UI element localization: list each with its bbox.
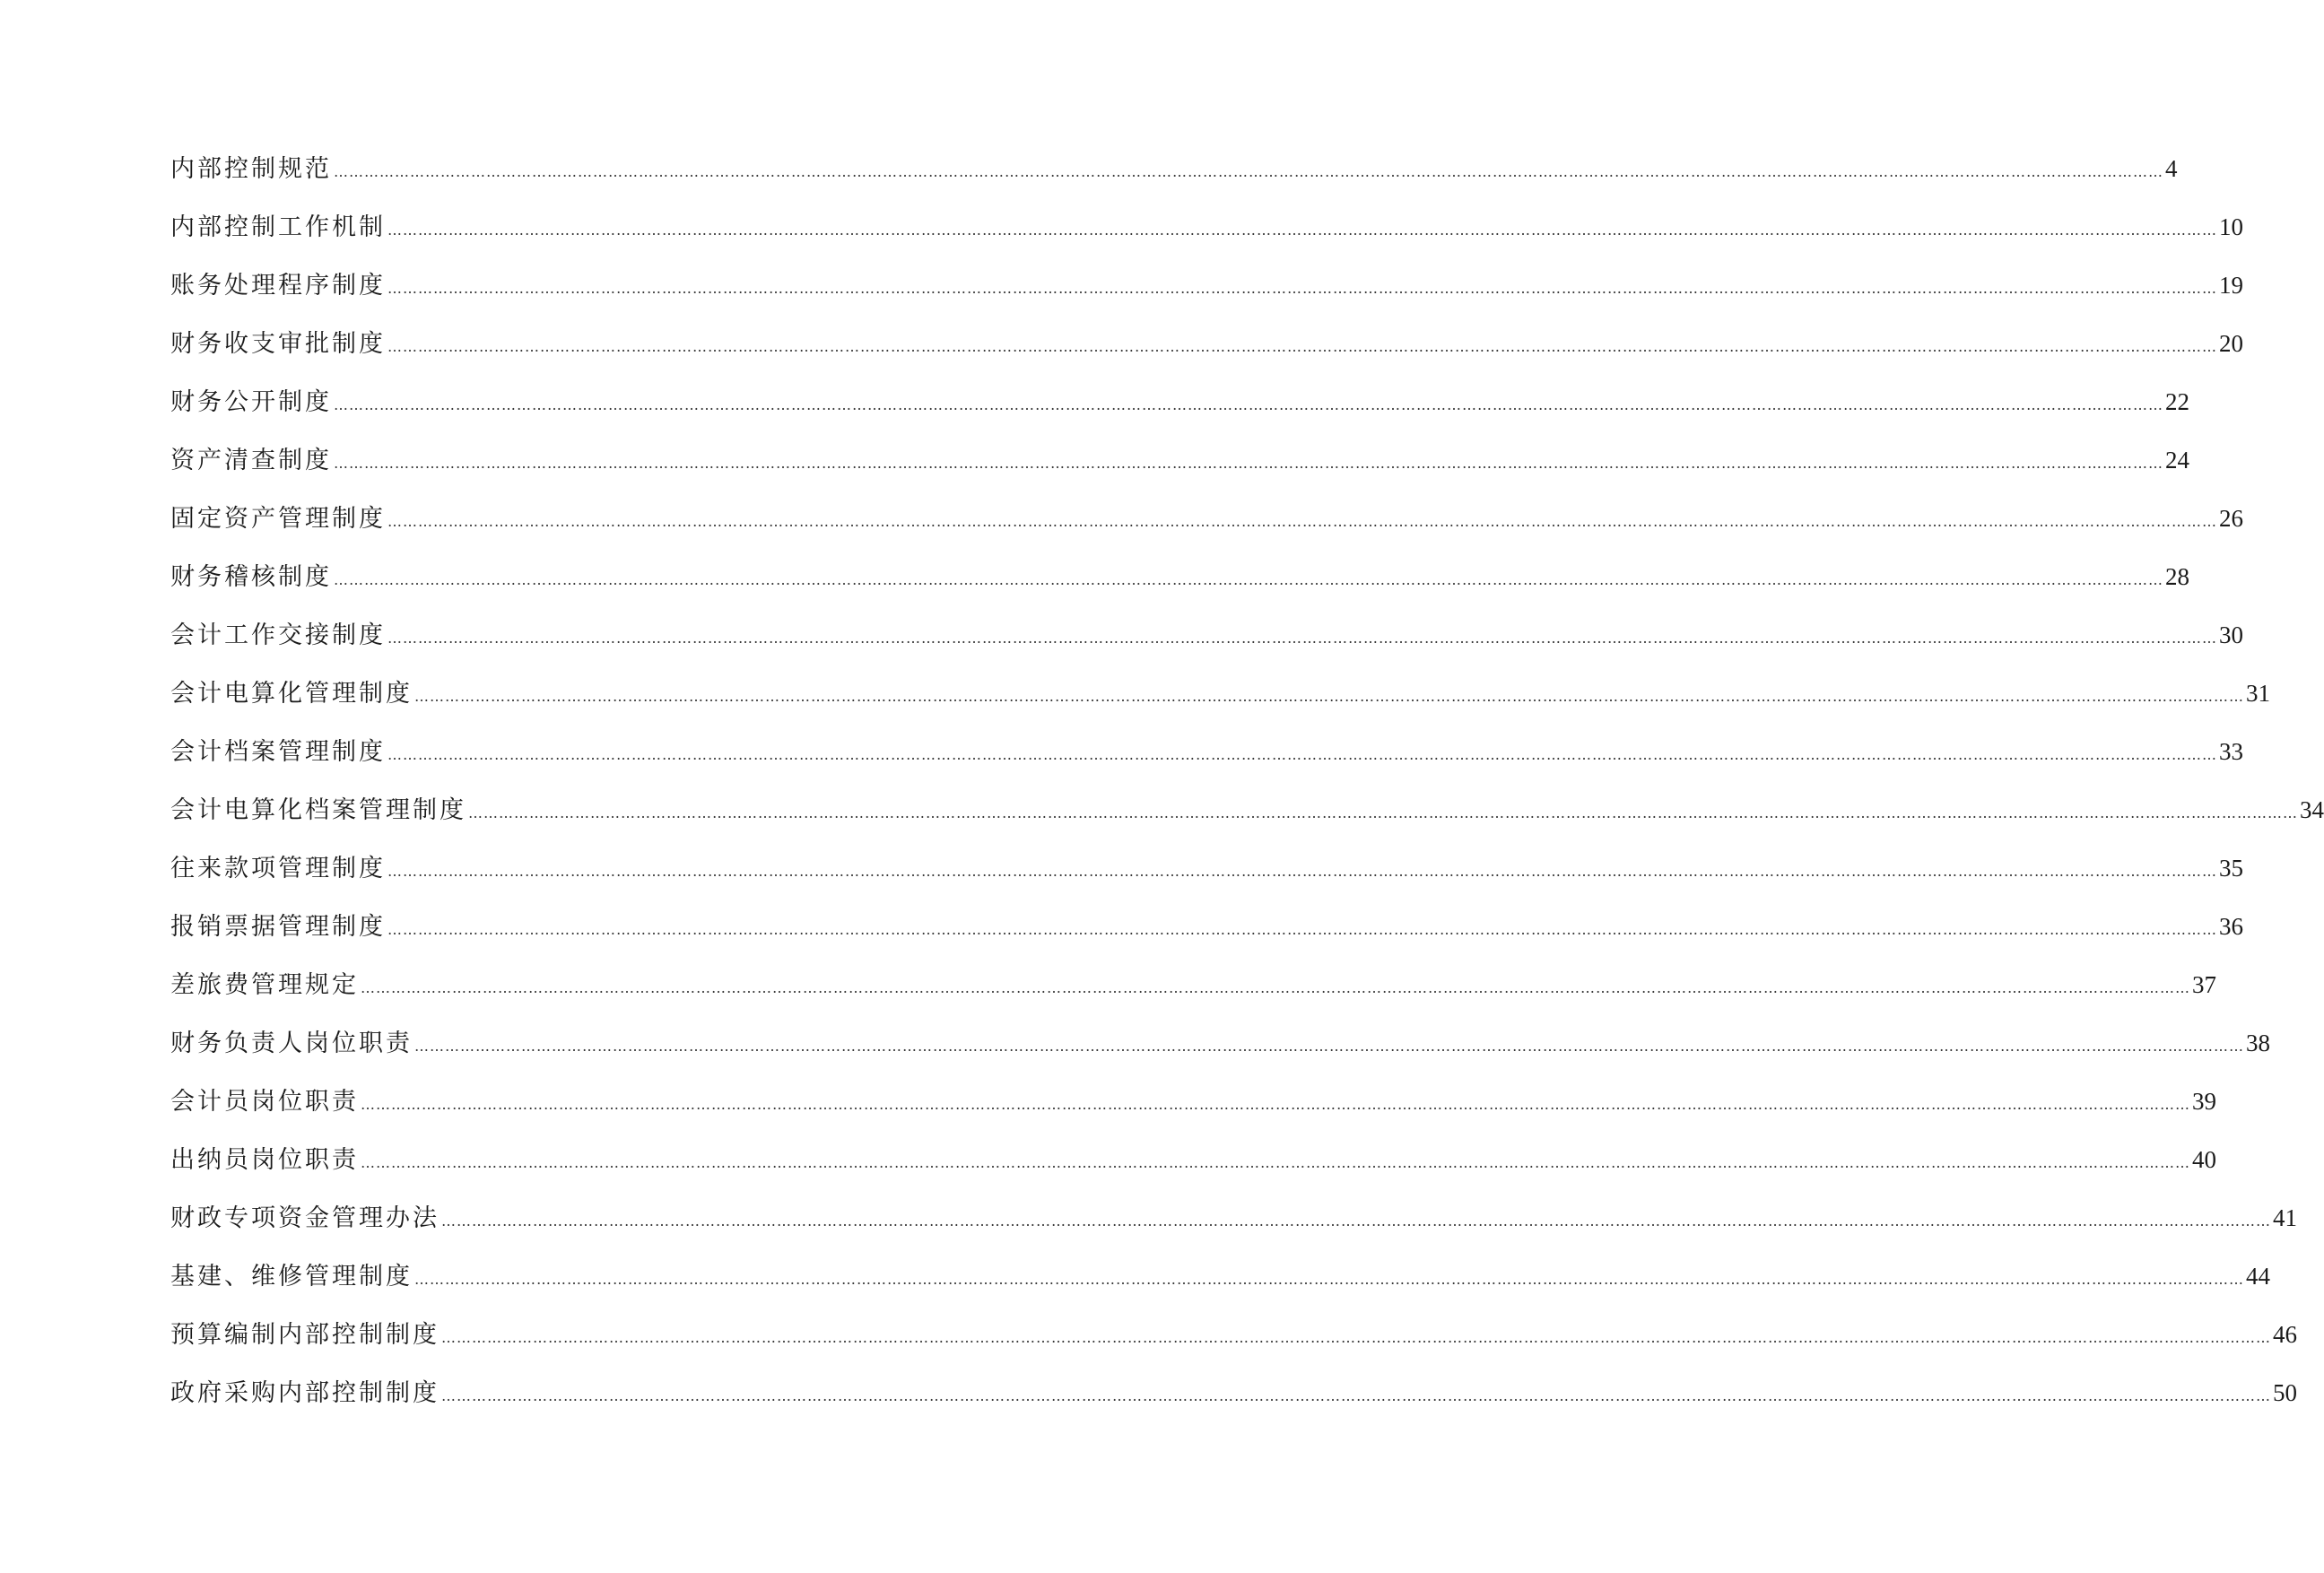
toc-entry-page: 26: [2219, 505, 2243, 532]
toc-entry[interactable]: [170, 490, 2243, 548]
dot-leader: ………………………………………………………………………………………………………………………………………………………………………………………………………………………………………………………………………………………………………………………………: [334, 396, 2163, 413]
toc-entry-page: 39: [2192, 1088, 2216, 1115]
toc-entry-page: 44: [2246, 1263, 2270, 1290]
toc-entry[interactable]: [170, 140, 2178, 198]
toc-entry-title: 会计档案管理制度: [170, 738, 386, 766]
toc-entry-title: 预算编制内部控制制度: [170, 1321, 440, 1349]
toc-entry-page: 37: [2192, 971, 2216, 998]
dot-leader: ………………………………………………………………………………………………………………………………………………………………………………………………………………………………………………………………………………………………………………………………: [334, 455, 2163, 472]
toc-entry-title: 账务处理程序制度: [170, 272, 386, 300]
toc-entry[interactable]: [170, 1073, 2216, 1131]
toc-entry-title: 财务收支审批制度: [170, 330, 386, 358]
toc-entry[interactable]: [170, 1131, 2216, 1189]
toc-entry[interactable]: [170, 1364, 2297, 1422]
toc-entry[interactable]: [170, 1189, 2297, 1247]
dot-leader: ………………………………………………………………………………………………………………………………………………………………………………………………………………………………………………………………………………………………………………………………: [334, 163, 2163, 180]
toc-entry[interactable]: [170, 781, 2324, 839]
toc-entry-title: 基建、维修管理制度: [170, 1263, 413, 1291]
dot-leader: ………………………………………………………………………………………………………………………………………………………………………………………………………………………………………………………………………………………………………………………………: [387, 222, 2217, 239]
toc-entry-title: 财务公开制度: [170, 388, 332, 416]
toc-entry-page: 28: [2165, 563, 2189, 590]
toc-entry-page: 31: [2246, 680, 2270, 707]
toc-entry[interactable]: [170, 1014, 2270, 1073]
toc-entry-title: 出纳员岗位职责: [170, 1146, 359, 1174]
dot-leader: ………………………………………………………………………………………………………………………………………………………………………………………………………………………………………………………………………………………………………………………………: [441, 1212, 2271, 1230]
dot-leader: ………………………………………………………………………………………………………………………………………………………………………………………………………………………………………………………………………………………………………………………………: [361, 979, 2190, 996]
toc-entry-title: 会计电算化档案管理制度: [170, 796, 466, 824]
toc-entry-title: 往来款项管理制度: [170, 855, 386, 882]
toc-entry-title: 内部控制规范: [170, 155, 332, 183]
dot-leader: ………………………………………………………………………………………………………………………………………………………………………………………………………………………………………………………………………………………………………………………………: [441, 1329, 2271, 1346]
dot-leader: ………………………………………………………………………………………………………………………………………………………………………………………………………………………………………………………………………………………………………………………………: [387, 746, 2217, 763]
toc-entry-title: 会计电算化管理制度: [170, 680, 413, 708]
dot-leader: ………………………………………………………………………………………………………………………………………………………………………………………………………………………………………………………………………………………………………………………………: [414, 688, 2244, 705]
dot-leader: ………………………………………………………………………………………………………………………………………………………………………………………………………………………………………………………………………………………………………………………………: [361, 1096, 2190, 1113]
dot-leader: ………………………………………………………………………………………………………………………………………………………………………………………………………………………………………………………………………………………………………………………………: [387, 513, 2217, 530]
toc-entry[interactable]: [170, 665, 2270, 723]
dot-leader: ………………………………………………………………………………………………………………………………………………………………………………………………………………………………………………………………………………………………………………………………: [334, 571, 2163, 588]
toc-entry-page: 33: [2219, 738, 2243, 765]
dot-leader: ………………………………………………………………………………………………………………………………………………………………………………………………………………………………………………………………………………………………………………………………: [414, 1271, 2244, 1288]
toc-entry[interactable]: [170, 198, 2243, 256]
toc-entry-page: 19: [2219, 272, 2243, 299]
toc-entry-page: 24: [2165, 447, 2189, 474]
toc-entry-page: 22: [2165, 388, 2189, 415]
toc-entry-title: 财务稽核制度: [170, 563, 332, 591]
toc-entry-page: 36: [2219, 913, 2243, 940]
toc-entry[interactable]: [170, 898, 2243, 956]
toc-entry[interactable]: [170, 606, 2243, 665]
toc-entry-page: 46: [2273, 1321, 2297, 1348]
toc-entry[interactable]: [170, 956, 2216, 1014]
table-of-contents: [170, 140, 2324, 1422]
dot-leader: ………………………………………………………………………………………………………………………………………………………………………………………………………………………………………………………………………………………………………………………………: [414, 1038, 2244, 1055]
toc-entry-title: 财政专项资金管理办法: [170, 1204, 440, 1232]
toc-entry-title: 会计员岗位职责: [170, 1088, 359, 1116]
toc-entry-page: 50: [2273, 1379, 2297, 1406]
dot-leader: ………………………………………………………………………………………………………………………………………………………………………………………………………………………………………………………………………………………………………………………………: [387, 630, 2217, 647]
toc-entry-page: 40: [2192, 1146, 2216, 1173]
toc-entry-page: 35: [2219, 855, 2243, 882]
toc-entry-page: 41: [2273, 1204, 2297, 1231]
toc-entry-title: 会计工作交接制度: [170, 621, 386, 649]
toc-entry-page: 34: [2300, 796, 2324, 823]
dot-leader: ………………………………………………………………………………………………………………………………………………………………………………………………………………………………………………………………………………………………………………………………: [387, 921, 2217, 938]
toc-entry[interactable]: [170, 1247, 2270, 1306]
dot-leader: ………………………………………………………………………………………………………………………………………………………………………………………………………………………………………………………………………………………………………………………………: [387, 338, 2217, 355]
toc-entry-title: 报销票据管理制度: [170, 913, 386, 941]
toc-entry[interactable]: [170, 373, 2189, 431]
toc-entry[interactable]: [170, 723, 2243, 781]
toc-entry-title: 财务负责人岗位职责: [170, 1030, 413, 1057]
toc-entry[interactable]: [170, 256, 2243, 315]
dot-leader: ………………………………………………………………………………………………………………………………………………………………………………………………………………………………………………………………………………………………………………………………: [468, 804, 2298, 821]
toc-entry-page: 4: [2165, 155, 2178, 182]
toc-entry[interactable]: [170, 315, 2243, 373]
toc-entry[interactable]: [170, 431, 2189, 490]
toc-entry[interactable]: [170, 839, 2243, 898]
toc-entry-title: 政府采购内部控制制度: [170, 1379, 440, 1407]
dot-leader: ………………………………………………………………………………………………………………………………………………………………………………………………………………………………………………………………………………………………………………………………: [441, 1387, 2271, 1404]
toc-entry-page: 10: [2219, 213, 2243, 240]
toc-entry-title: 内部控制工作机制: [170, 213, 386, 241]
toc-entry-page: 20: [2219, 330, 2243, 357]
toc-entry-page: 38: [2246, 1030, 2270, 1056]
toc-entry[interactable]: [170, 548, 2189, 606]
dot-leader: ………………………………………………………………………………………………………………………………………………………………………………………………………………………………………………………………………………………………………………………………: [387, 280, 2217, 297]
toc-entry-page: 30: [2219, 621, 2243, 648]
toc-entry[interactable]: [170, 1306, 2297, 1364]
dot-leader: ………………………………………………………………………………………………………………………………………………………………………………………………………………………………………………………………………………………………………………………………: [361, 1154, 2190, 1171]
dot-leader: ………………………………………………………………………………………………………………………………………………………………………………………………………………………………………………………………………………………………………………………………: [387, 863, 2217, 880]
toc-entry-title: 固定资产管理制度: [170, 505, 386, 533]
toc-entry-title: 资产清查制度: [170, 447, 332, 474]
toc-entry-title: 差旅费管理规定: [170, 971, 359, 999]
